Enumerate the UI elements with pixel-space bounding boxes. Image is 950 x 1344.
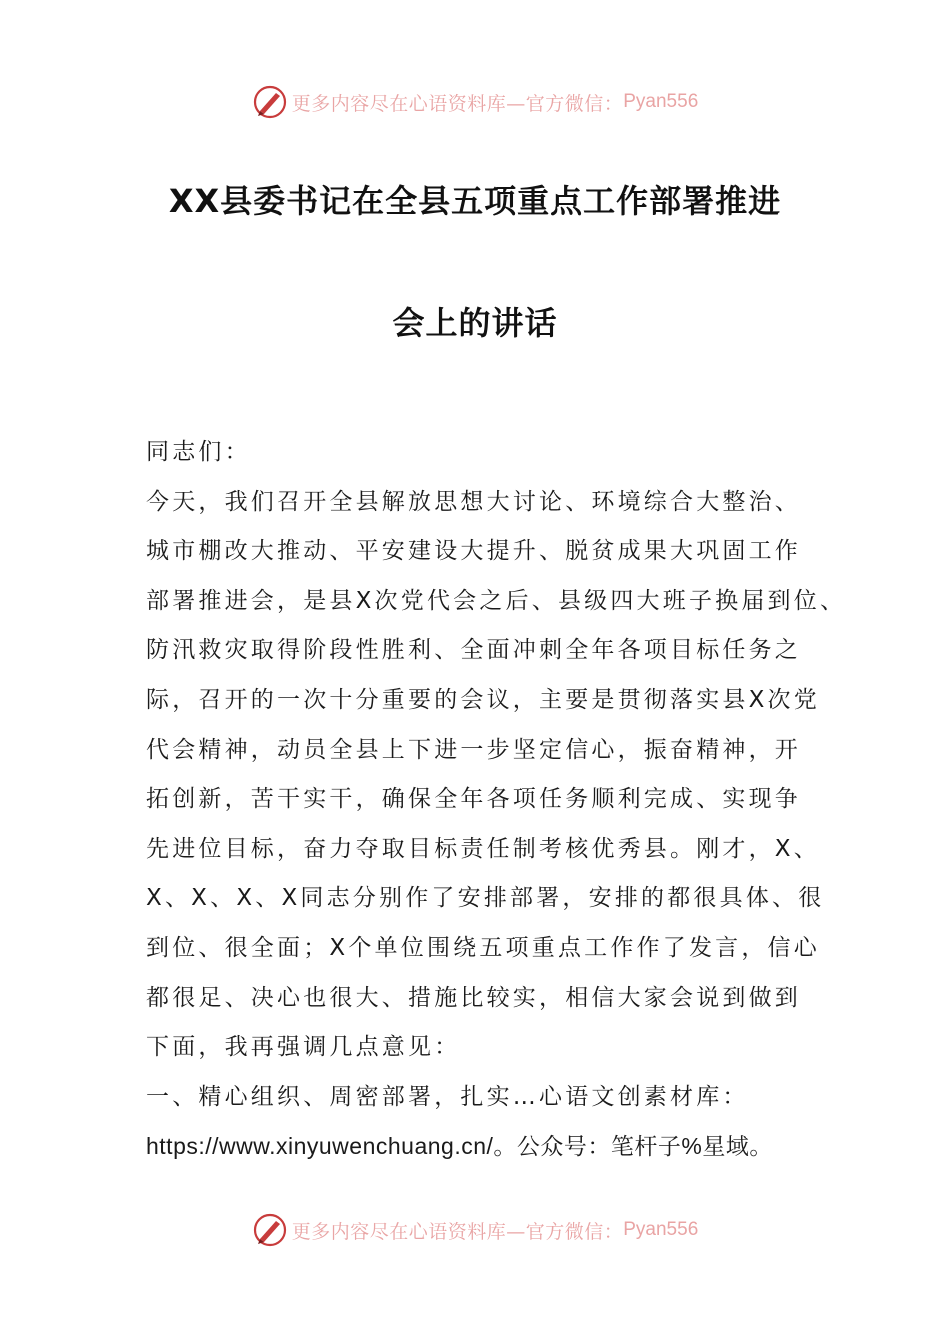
- body-line: 部署推进会，是县X次党代会之后、县级四大班子换届到位、: [146, 587, 847, 614]
- body-line: 防汛救灾取得阶段性胜利、全面冲刺全年各项目标任务之: [146, 637, 801, 664]
- body-line: 拓创新，苦干实干，确保全年各项任务顺利完成、实现争: [146, 786, 801, 813]
- body-line: 同志们：: [146, 439, 251, 465]
- document-title-line-1: XX县委书记在全县五项重点工作部署推进: [168, 182, 782, 220]
- header-watermark-banner: [0, 82, 950, 122]
- pen-logo-icon: [252, 84, 288, 120]
- body-line: 城市棚改大推动、平安建设大提升、脱贫成果大巩固工作: [146, 538, 801, 565]
- body-line: 先进位目标，奋力夺取目标责任制考核优秀县。刚才，X、: [146, 835, 820, 862]
- body-line: 今天，我们召开全县解放思想大讨论、环境综合大整治、: [146, 488, 801, 515]
- banner-wechat-id: Pyan556: [623, 1219, 699, 1240]
- footer-watermark-banner: [0, 1210, 950, 1250]
- banner-wechat-id: Pyan556: [623, 91, 699, 112]
- body-line: 一、精心组织、周密部署，扎实…心语文创素材库：: [146, 1083, 749, 1110]
- url-line: https://www.xinyuwenchuang.cn/。公众号：笔杆子%星域。: [146, 1133, 773, 1160]
- banner-text: 更多内容尽在心语资料库—官方微信：: [291, 92, 624, 115]
- body-line: 际，召开的一次十分重要的会议，主要是贯彻落实县X次党: [146, 686, 820, 713]
- pen-logo-icon: [252, 1212, 288, 1248]
- body-line: 到位、很全面；X个单位围绕五项重点工作作了发言，信心: [146, 934, 820, 961]
- body-line: 都很足、决心也很大、措施比较实，相信大家会说到做到: [146, 984, 801, 1011]
- body-line: 下面，我再强调几点意见：: [146, 1034, 461, 1061]
- body-line: X、X、X、X同志分别作了安排部署，安排的都很具体、很: [146, 885, 825, 912]
- body-line: 代会精神，动员全县上下进一步坚定信心，振奋精神，开: [146, 736, 801, 763]
- document-body: [146, 428, 847, 1172]
- document-title-line-2: 会上的讲话: [392, 304, 558, 342]
- banner-text: 更多内容尽在心语资料库—官方微信：: [291, 1220, 624, 1243]
